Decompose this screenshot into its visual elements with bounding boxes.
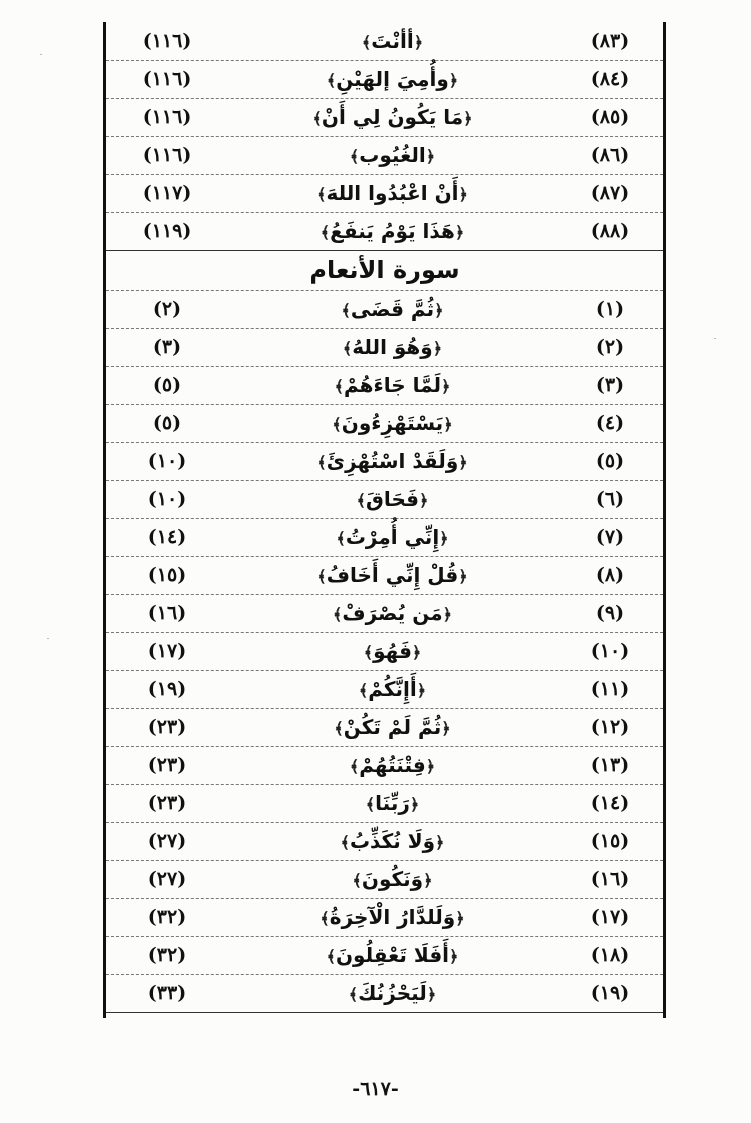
entry-word bbox=[228, 181, 557, 205]
index-row bbox=[106, 174, 663, 213]
ornate-bracket-close: ﴾ bbox=[317, 453, 327, 472]
entry-word-text: لَيَحْزُنُكَ bbox=[358, 981, 427, 1005]
entry-word bbox=[228, 143, 557, 167]
verse-reference: (٣٢) bbox=[147, 944, 187, 966]
index-row bbox=[106, 136, 663, 175]
entry-word bbox=[228, 867, 557, 891]
entry-word bbox=[228, 981, 557, 1005]
ornate-bracket-close: ﴾ bbox=[358, 681, 369, 700]
entry-word bbox=[228, 29, 557, 53]
entry-number: (٨٤) bbox=[590, 68, 630, 90]
entry-number: (٥) bbox=[595, 450, 625, 472]
index-row bbox=[106, 22, 663, 61]
index-row bbox=[106, 936, 663, 975]
entry-word bbox=[228, 753, 557, 777]
index-row bbox=[106, 784, 663, 823]
entry-number: (٨) bbox=[595, 564, 625, 586]
entry-word-text: وَهُوَ اللهُ bbox=[352, 335, 433, 359]
ornate-bracket-close: ﴾ bbox=[341, 301, 351, 320]
entry-word bbox=[228, 829, 557, 853]
ornate-bracket-close: ﴾ bbox=[336, 529, 346, 548]
ornate-bracket-open: ﴿ bbox=[443, 415, 453, 434]
ornate-bracket-close: ﴾ bbox=[363, 643, 374, 662]
ornate-bracket-open: ﴿ bbox=[418, 491, 429, 510]
ornate-bracket-close: ﴾ bbox=[334, 377, 344, 396]
ornate-bracket-close: ﴾ bbox=[348, 985, 359, 1004]
entry-number: (١٧) bbox=[590, 906, 630, 928]
ornate-bracket-open: ﴿ bbox=[435, 833, 445, 852]
index-row bbox=[106, 98, 663, 137]
entry-number: (٤) bbox=[595, 412, 625, 434]
verse-reference: (١٠) bbox=[147, 450, 187, 472]
ornate-bracket-close: ﴾ bbox=[342, 339, 353, 358]
entry-number: (١٠) bbox=[590, 640, 630, 662]
entry-number: (١١) bbox=[590, 678, 630, 700]
entry-word-text: مَا يَكُونُ لِي أَنْ bbox=[321, 105, 464, 129]
ornate-bracket-close: ﴾ bbox=[334, 719, 344, 738]
verse-reference: (٥) bbox=[152, 374, 182, 396]
verse-reference: (١٤) bbox=[147, 526, 187, 548]
index-row bbox=[106, 632, 663, 671]
entry-word-text: فَحَاقَ bbox=[366, 487, 419, 511]
verse-reference: (٢٣) bbox=[147, 792, 187, 814]
index-row bbox=[106, 480, 663, 519]
verse-reference: (٣٣) bbox=[147, 982, 187, 1004]
entry-word-text: الغُيُوب bbox=[359, 143, 426, 167]
entry-word-text: فَهُوَ bbox=[373, 639, 412, 663]
surah-title: سورة الأنعام bbox=[309, 256, 460, 284]
ornate-bracket-open: ﴿ bbox=[458, 453, 468, 472]
verse-reference: (١٥) bbox=[147, 564, 187, 586]
verse-reference: (١٩) bbox=[147, 678, 187, 700]
index-row bbox=[106, 974, 663, 1013]
entry-word bbox=[228, 943, 557, 967]
ornate-bracket-open: ﴿ bbox=[442, 605, 452, 624]
ornate-bracket-open: ﴿ bbox=[426, 985, 437, 1004]
entry-number: (٢) bbox=[595, 336, 625, 358]
entry-number: (١٢) bbox=[590, 716, 630, 738]
entry-word bbox=[228, 791, 557, 815]
verse-reference: (٣) bbox=[152, 336, 182, 358]
entry-word bbox=[228, 601, 557, 625]
entry-word-text: أَفَلَا تَعْقِلُونَ bbox=[335, 943, 450, 967]
entry-word bbox=[228, 715, 557, 739]
entry-word-text: قُلْ إِنِّي أَخَافُ bbox=[326, 563, 459, 587]
ornate-bracket-close: ﴾ bbox=[332, 415, 342, 434]
ornate-bracket-open: ﴿ bbox=[413, 33, 424, 52]
ornate-bracket-open: ﴿ bbox=[458, 185, 468, 204]
entry-number: (٨٦) bbox=[590, 144, 630, 166]
verse-reference: (١١٩) bbox=[142, 220, 192, 242]
entry-word-text: وَلَلدَّارُ الْآخِرَةُ bbox=[329, 905, 456, 929]
entry-word bbox=[228, 525, 557, 549]
index-row bbox=[106, 60, 663, 99]
entry-number: (١٣) bbox=[590, 754, 630, 776]
ornate-bracket-close: ﴾ bbox=[317, 185, 327, 204]
index-table-frame bbox=[103, 22, 666, 1018]
index-row bbox=[106, 670, 663, 709]
entry-number: (٧) bbox=[595, 526, 625, 548]
index-row bbox=[106, 518, 663, 557]
ornate-bracket-open: ﴿ bbox=[425, 757, 436, 776]
ornate-bracket-open: ﴿ bbox=[425, 147, 436, 166]
ornate-bracket-close: ﴾ bbox=[326, 947, 336, 966]
ornate-bracket-open: ﴿ bbox=[411, 643, 422, 662]
entry-word-text: إِنِّي أُمِرْتُ bbox=[345, 525, 440, 549]
ornate-bracket-close: ﴾ bbox=[333, 605, 343, 624]
ornate-bracket-close: ﴾ bbox=[361, 33, 372, 52]
ornate-bracket-open: ﴿ bbox=[432, 339, 443, 358]
entry-word-text: رَبِّنَا bbox=[375, 791, 410, 815]
index-row bbox=[106, 556, 663, 595]
entry-word bbox=[228, 639, 557, 663]
entry-number: (١٦) bbox=[590, 868, 630, 890]
verse-reference: (٢٧) bbox=[147, 830, 187, 852]
entry-word-text: أَنْ اعْبُدُوا اللهَ bbox=[326, 181, 459, 205]
entry-word bbox=[228, 905, 557, 929]
index-row bbox=[106, 404, 663, 443]
entry-word-text: وَنَكُونَ bbox=[361, 867, 424, 891]
verse-reference: (١١٦) bbox=[142, 106, 192, 128]
index-row bbox=[106, 212, 663, 251]
ornate-bracket-close: ﴾ bbox=[349, 757, 360, 776]
index-row bbox=[106, 898, 663, 937]
entry-number: (١٥) bbox=[590, 830, 630, 852]
entry-word bbox=[228, 335, 557, 359]
entry-word-text: وَلَا نُكَذِّبُ bbox=[349, 829, 436, 853]
ornate-bracket-close: ﴾ bbox=[317, 567, 327, 586]
ornate-bracket-close: ﴾ bbox=[326, 71, 337, 90]
index-row bbox=[106, 366, 663, 405]
scan-speck bbox=[714, 338, 716, 339]
ornate-bracket-close: ﴾ bbox=[320, 223, 331, 242]
index-row bbox=[106, 860, 663, 899]
surah-heading-row bbox=[106, 250, 663, 291]
entry-word-text: أَإِنَّكُمْ bbox=[368, 677, 417, 701]
ornate-bracket-open: ﴿ bbox=[441, 377, 451, 396]
entry-number: (٨٥) bbox=[590, 106, 630, 128]
index-row bbox=[106, 328, 663, 367]
ornate-bracket-close: ﴾ bbox=[320, 909, 330, 928]
entry-word bbox=[228, 105, 557, 129]
ornate-bracket-close: ﴾ bbox=[365, 795, 376, 814]
entry-number: (١) bbox=[595, 298, 625, 320]
ornate-bracket-open: ﴿ bbox=[449, 947, 459, 966]
ornate-bracket-close: ﴾ bbox=[349, 147, 360, 166]
index-row bbox=[106, 442, 663, 481]
verse-reference: (١٧) bbox=[147, 640, 187, 662]
scan-speck bbox=[40, 54, 42, 55]
index-row bbox=[106, 290, 663, 329]
ornate-bracket-open: ﴿ bbox=[416, 681, 427, 700]
entry-word bbox=[228, 67, 557, 91]
ornate-bracket-close: ﴾ bbox=[340, 833, 350, 852]
verse-reference: (٢) bbox=[152, 298, 182, 320]
entry-number: (١٨) bbox=[590, 944, 630, 966]
scan-speck bbox=[47, 638, 49, 639]
entry-word bbox=[228, 563, 557, 587]
ornate-bracket-open: ﴿ bbox=[455, 909, 465, 928]
entry-number: (٨٣) bbox=[590, 30, 630, 52]
verse-reference: (٥) bbox=[152, 412, 182, 434]
entry-word-text: أأنْتَ bbox=[371, 29, 414, 53]
entry-number: (٩) bbox=[595, 602, 625, 624]
entry-word-text: يَسْتَهْزِءُونَ bbox=[341, 411, 444, 435]
ornate-bracket-open: ﴿ bbox=[434, 301, 444, 320]
entry-word-text: وَلَقَدْ اسْتُهْزِئَ bbox=[326, 449, 459, 473]
verse-reference: (١١٧) bbox=[142, 182, 192, 204]
entry-word-text: هَذَا يَوْمُ يَنفَعُ bbox=[330, 219, 455, 243]
verse-reference: (٣٢) bbox=[147, 906, 187, 928]
index-row bbox=[106, 746, 663, 785]
verse-reference: (١٦) bbox=[147, 602, 187, 624]
ornate-bracket-open: ﴿ bbox=[463, 109, 473, 128]
entry-number: (٨٨) bbox=[590, 220, 630, 242]
entry-word-text: مَن يُصْرَفْ bbox=[342, 601, 443, 625]
verse-reference: (١١٦) bbox=[142, 68, 192, 90]
verse-reference: (٢٣) bbox=[147, 716, 187, 738]
index-row bbox=[106, 708, 663, 747]
entry-word bbox=[228, 373, 557, 397]
index-row bbox=[106, 594, 663, 633]
ornate-bracket-open: ﴿ bbox=[441, 719, 451, 738]
ornate-bracket-close: ﴾ bbox=[356, 491, 367, 510]
ornate-bracket-close: ﴾ bbox=[312, 109, 322, 128]
entry-word bbox=[228, 449, 557, 473]
verse-reference: (١٠) bbox=[147, 488, 187, 510]
entry-word bbox=[228, 487, 557, 511]
ornate-bracket-close: ﴾ bbox=[352, 871, 362, 890]
entry-word-text: ثُمَّ لَمْ تَكُنْ bbox=[343, 715, 442, 739]
ornate-bracket-open: ﴿ bbox=[423, 871, 433, 890]
entry-word-text: ثُمَّ قَضَى bbox=[350, 297, 435, 321]
entry-number: (٨٧) bbox=[590, 182, 630, 204]
ornate-bracket-open: ﴿ bbox=[448, 71, 459, 90]
verse-reference: (١١٦) bbox=[142, 144, 192, 166]
verse-reference: (٢٧) bbox=[147, 868, 187, 890]
entry-word-text: وأُمِيَ إلهَيْنِ bbox=[336, 67, 449, 91]
verse-reference: (١١٦) bbox=[142, 30, 192, 52]
entry-word bbox=[228, 219, 557, 243]
entry-word bbox=[228, 411, 557, 435]
ornate-bracket-open: ﴿ bbox=[458, 567, 468, 586]
ornate-bracket-open: ﴿ bbox=[439, 529, 449, 548]
entry-word bbox=[228, 297, 557, 321]
entry-number: (١٩) bbox=[590, 982, 630, 1004]
entry-word-text: لَمَّا جَاءَهُمْ bbox=[343, 373, 442, 397]
entry-word-text: فِتْنَتُهُمْ bbox=[359, 753, 426, 777]
entry-number: (٦) bbox=[595, 488, 625, 510]
verse-reference: (٢٣) bbox=[147, 754, 187, 776]
entry-number: (١٤) bbox=[590, 792, 630, 814]
entry-word bbox=[228, 677, 557, 701]
ornate-bracket-open: ﴿ bbox=[409, 795, 420, 814]
index-row bbox=[106, 822, 663, 861]
page-number: -٦١٧- bbox=[352, 1078, 399, 1100]
entry-number: (٣) bbox=[595, 374, 625, 396]
ornate-bracket-open: ﴿ bbox=[454, 223, 465, 242]
